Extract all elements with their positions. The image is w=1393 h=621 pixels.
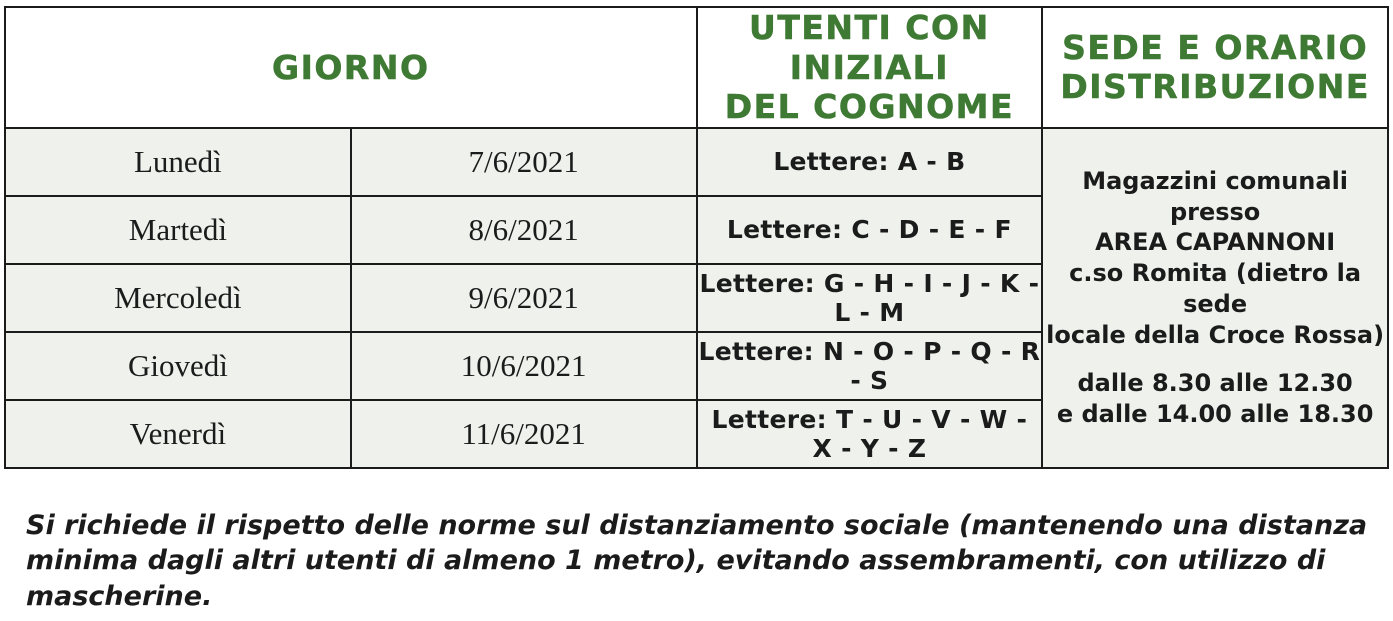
notice-container [4, 496, 1389, 621]
venue-line-3: c.so Romita (dietro la sede [1069, 259, 1362, 318]
cell-day-name: Venerdì [5, 400, 351, 468]
cell-letters: Lettere: T - U - V - W - X - Y - Z [697, 400, 1043, 468]
cell-day-date: 10/6/2021 [351, 332, 697, 400]
cell-day-date: 9/6/2021 [351, 264, 697, 332]
cell-day-date: 7/6/2021 [351, 128, 697, 196]
cell-day-name: Martedì [5, 196, 351, 264]
venue-spacer [1043, 350, 1387, 368]
venue-line-2: AREA CAPANNONI [1095, 228, 1336, 257]
header-day [5, 7, 697, 128]
social-distancing-note: Si richiede il rispetto delle norme sul distanziamento sociale (mantenendo una distanza minima dagli altri utenti di almeno 1 metro), evitando assembramenti, con utilizzo di mascherine. [4, 496, 1389, 621]
table-header [5, 7, 1388, 128]
header-users-initials [697, 7, 1043, 128]
cell-day-date: 8/6/2021 [351, 196, 697, 264]
venue-hours-afternoon: e dalle 14.00 alle 18.30 [1056, 399, 1374, 428]
table-body [5, 128, 1388, 468]
venue-line-4: locale della Croce Rossa) [1046, 320, 1385, 349]
header-day-label: GIORNO [272, 47, 430, 87]
header-users-line2: DEL COGNOME [724, 87, 1015, 127]
cell-letters: Lettere: A - B [697, 128, 1043, 196]
cell-letters: Lettere: N - O - P - Q - R - S [697, 332, 1043, 400]
cell-venue-info [1042, 128, 1388, 468]
schedule-table [4, 6, 1389, 469]
venue-hours-morning: dalle 8.30 alle 12.30 [1077, 369, 1353, 398]
header-users-line1: UTENTI CON INIZIALI [749, 8, 990, 87]
cell-letters: Lettere: C - D - E - F [697, 196, 1043, 264]
header-venue-hours [1042, 7, 1388, 128]
cell-day-date: 11/6/2021 [351, 400, 697, 468]
distribution-schedule-sheet [0, 6, 1393, 613]
cell-day-name: Lunedì [5, 128, 351, 196]
table-header-row [5, 7, 1388, 128]
cell-letters: Lettere: G - H - I - J - K - L - M [697, 264, 1043, 332]
venue-line-1: Magazzini comunali presso [1082, 166, 1349, 226]
cell-day-name: Mercoledì [5, 264, 351, 332]
header-venue-line2: DISTRIBUZIONE [1060, 67, 1370, 107]
header-venue-line1: SEDE E ORARIO [1062, 27, 1369, 67]
cell-day-name: Giovedì [5, 332, 351, 400]
table-row [5, 128, 1388, 196]
